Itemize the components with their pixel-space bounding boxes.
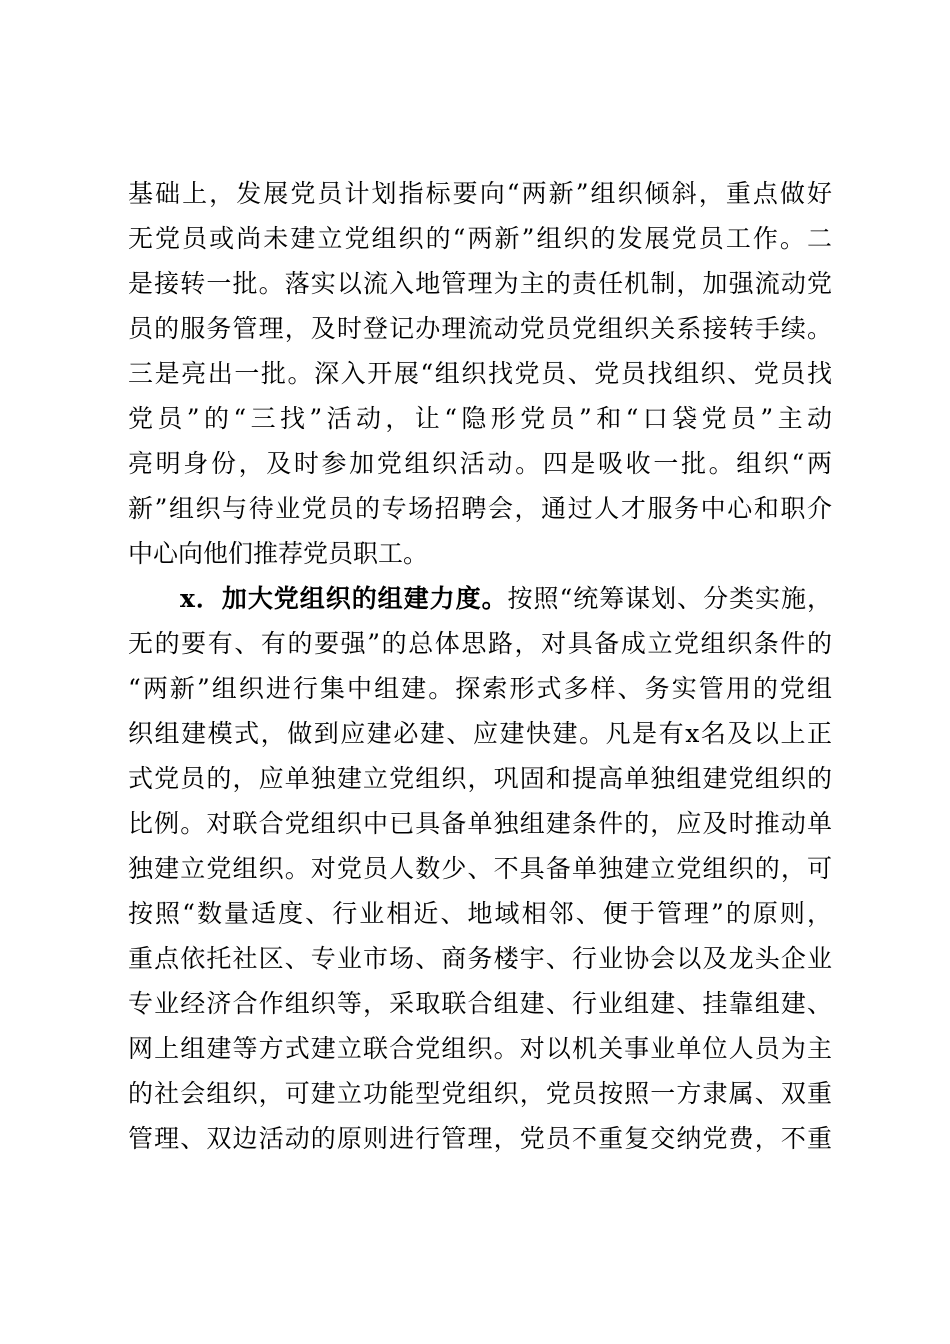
section-heading: x．加大党组织的组建力度。 [180, 584, 508, 613]
text-line: “两新”组织进行集中组建。探索形式多样、务实管用的党组 [128, 674, 832, 703]
text-line: 无党员或尚未建立党组织的“两新”组织的发展党员工作。二 [128, 224, 832, 253]
text-line: 管理、双边活动的原则进行管理，党员不重复交纳党费，不重 [128, 1124, 832, 1153]
text-line: 三是亮出一批。深入开展“组织找党员、党员找组织、党员找 [128, 359, 832, 388]
section-first-line-text: 按照“统筹谋划、分类实施， [507, 584, 832, 613]
text-line: 新”组织与待业党员的专场招聘会，通过人才服务中心和职介 [128, 494, 832, 523]
text-line: 织组建模式，做到应建必建、应建快建。凡是有x名及以上正 [128, 719, 832, 748]
text-line: 独建立党组织。对党员人数少、不具备单独建立党组织的，可 [128, 854, 832, 883]
section-first-line [180, 577, 832, 621]
text-line: 比例。对联合党组织中已具备单独组建条件的，应及时推动单 [128, 809, 832, 838]
text-line: 基础上，发展党员计划指标要向“两新”组织倾斜，重点做好 [128, 179, 832, 208]
text-line: 无的要有、有的要强”的总体思路，对具备成立党组织条件的 [128, 629, 832, 658]
text-line: 专业经济合作组织等，采取联合组建、行业组建、挂靠组建、 [128, 989, 832, 1018]
text-line: 是接转一批。落实以流入地管理为主的责任机制，加强流动党 [128, 269, 832, 298]
text-line: 重点依托社区、专业市场、商务楼宇、行业协会以及龙头企业 [128, 944, 832, 973]
text-line: 的社会组织，可建立功能型党组织，党员按照一方隶属、双重 [128, 1079, 832, 1108]
text-line: 网上组建等方式建立联合党组织。对以机关事业单位人员为主 [128, 1034, 832, 1063]
text-line: 党员”的“三找”活动，让“隐形党员”和“口袋党员”主动 [128, 404, 832, 433]
text-line: 员的服务管理，及时登记办理流动党员党组织关系接转手续。 [128, 314, 832, 343]
text-line: 按照“数量适度、行业相近、地域相邻、便于管理”的原则， [128, 899, 832, 928]
text-line: 中心向他们推荐党员职工。 [128, 539, 429, 568]
text-line: 亮明身份，及时参加党组织活动。四是吸收一批。组织“两 [128, 449, 832, 478]
text-line: 式党员的，应单独建立党组织，巩固和提高单独组建党组织的 [128, 764, 832, 793]
